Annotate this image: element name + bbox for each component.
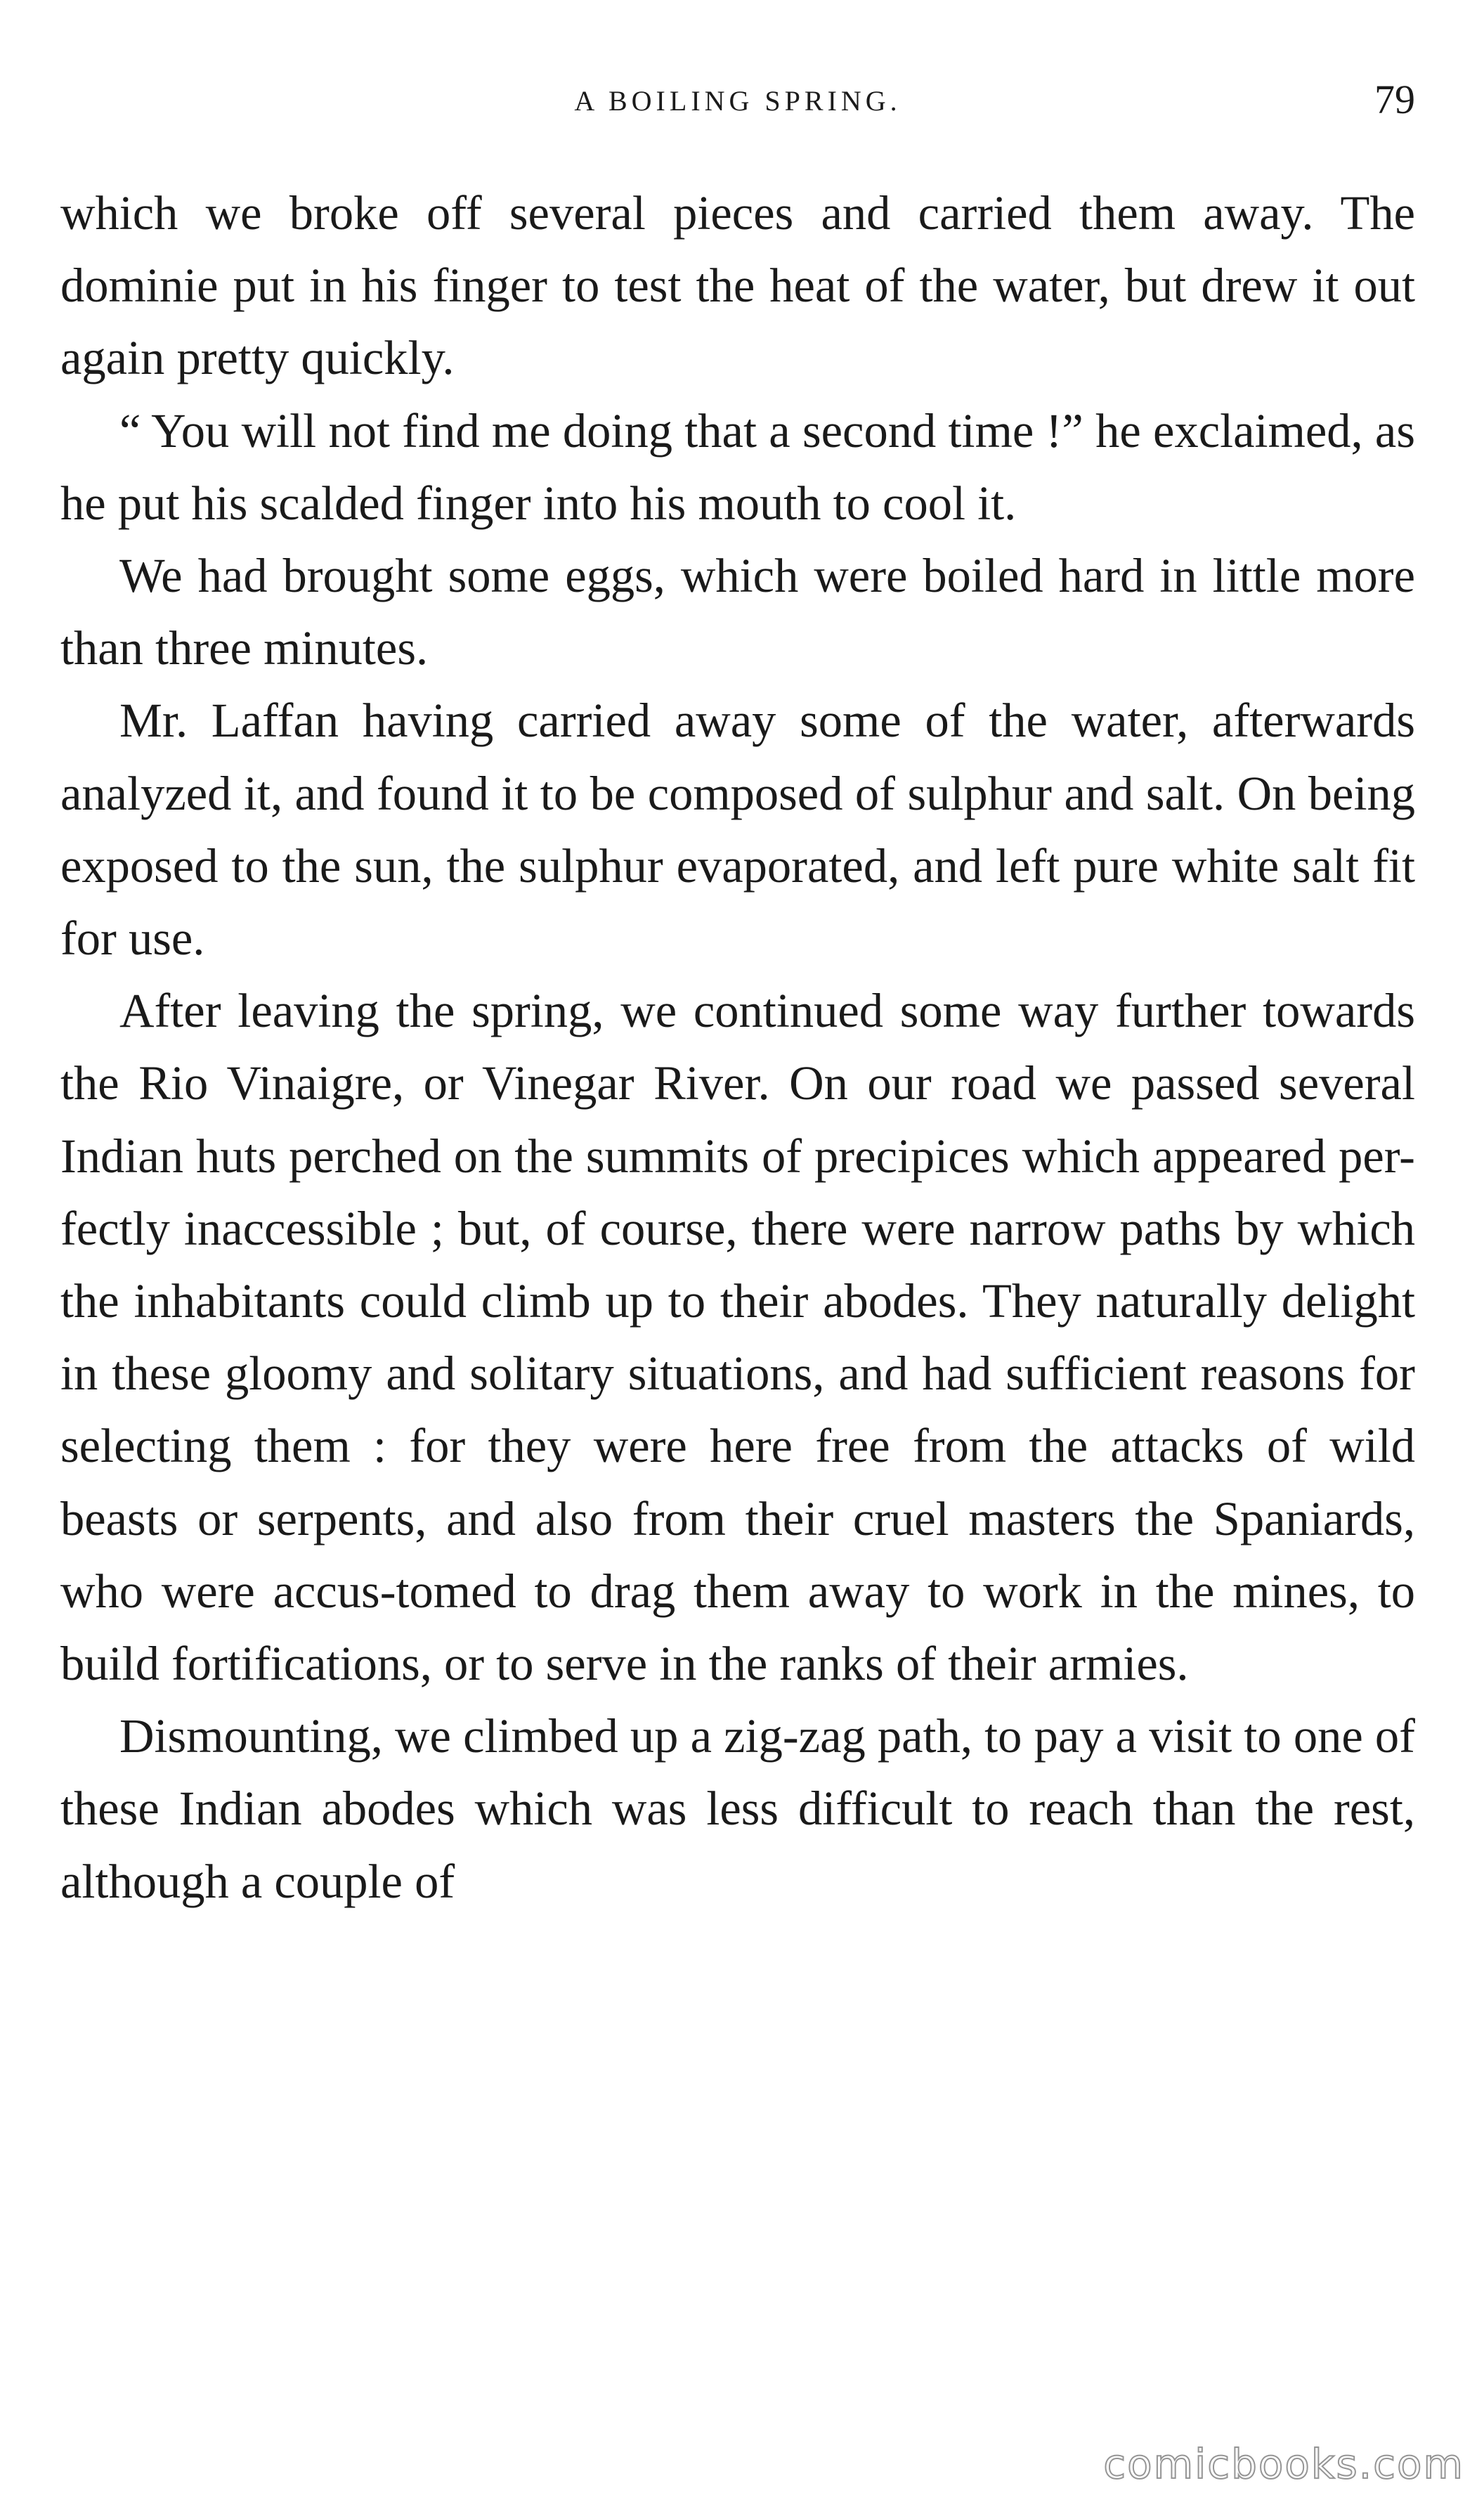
paragraph-indian-huts: After leaving the spring, we continued some way further towards the Rio Vinaigre, or Vinegar River. On our road we passed several Indian huts perched on the summits of precipices which appeared per-fectly inaccessible ; but, of course, there were narrow paths by which the inhabitants could climb up to their abodes. They naturally delight in these gloomy and solitary situations, and had sufficient reasons for selecting them : for they were here free from the attacks of wild beasts or serpents, and also from their cruel masters the Spaniards, who were accus-tomed to drag them away to work in the mines, to build fortifications, or to serve in the ranks of their armies. [60,984,1415,1691]
running-title: A BOILING SPRING. [574,85,902,117]
paragraph-eggs: We had brought some eggs, which were boiled hard in little more than three minutes. [60,549,1415,675]
body-text [60,177,1415,1918]
page-number: 79 [1374,77,1415,122]
paragraph-analysis: Mr. Laffan having carried away some of the water, afterwards analyzed it, and found it to be composed of sulphur and salt. On being exposed to the sun, the sulphur evaporated, and left pure white salt fit for use. [60,694,1415,966]
watermark-logo: comicbooks.com [1103,2440,1464,2488]
paragraph-continuation: which we broke off several pieces and carried them away. The dominie put in his finger to test the heat of the water, but drew it out again pretty quickly. [60,186,1415,385]
paragraph-dominie-exclaim: “ You will not find me doing that a second time !” he exclaimed, as he put his scalded finger into his mouth to cool it. [60,403,1415,530]
paragraph-dismounting: Dismounting, we climbed up a zig-zag path, to pay a visit to one of these Indian abodes which was less difficult to reach than the rest, although a couple of [60,1709,1415,1908]
running-head [60,76,1415,132]
